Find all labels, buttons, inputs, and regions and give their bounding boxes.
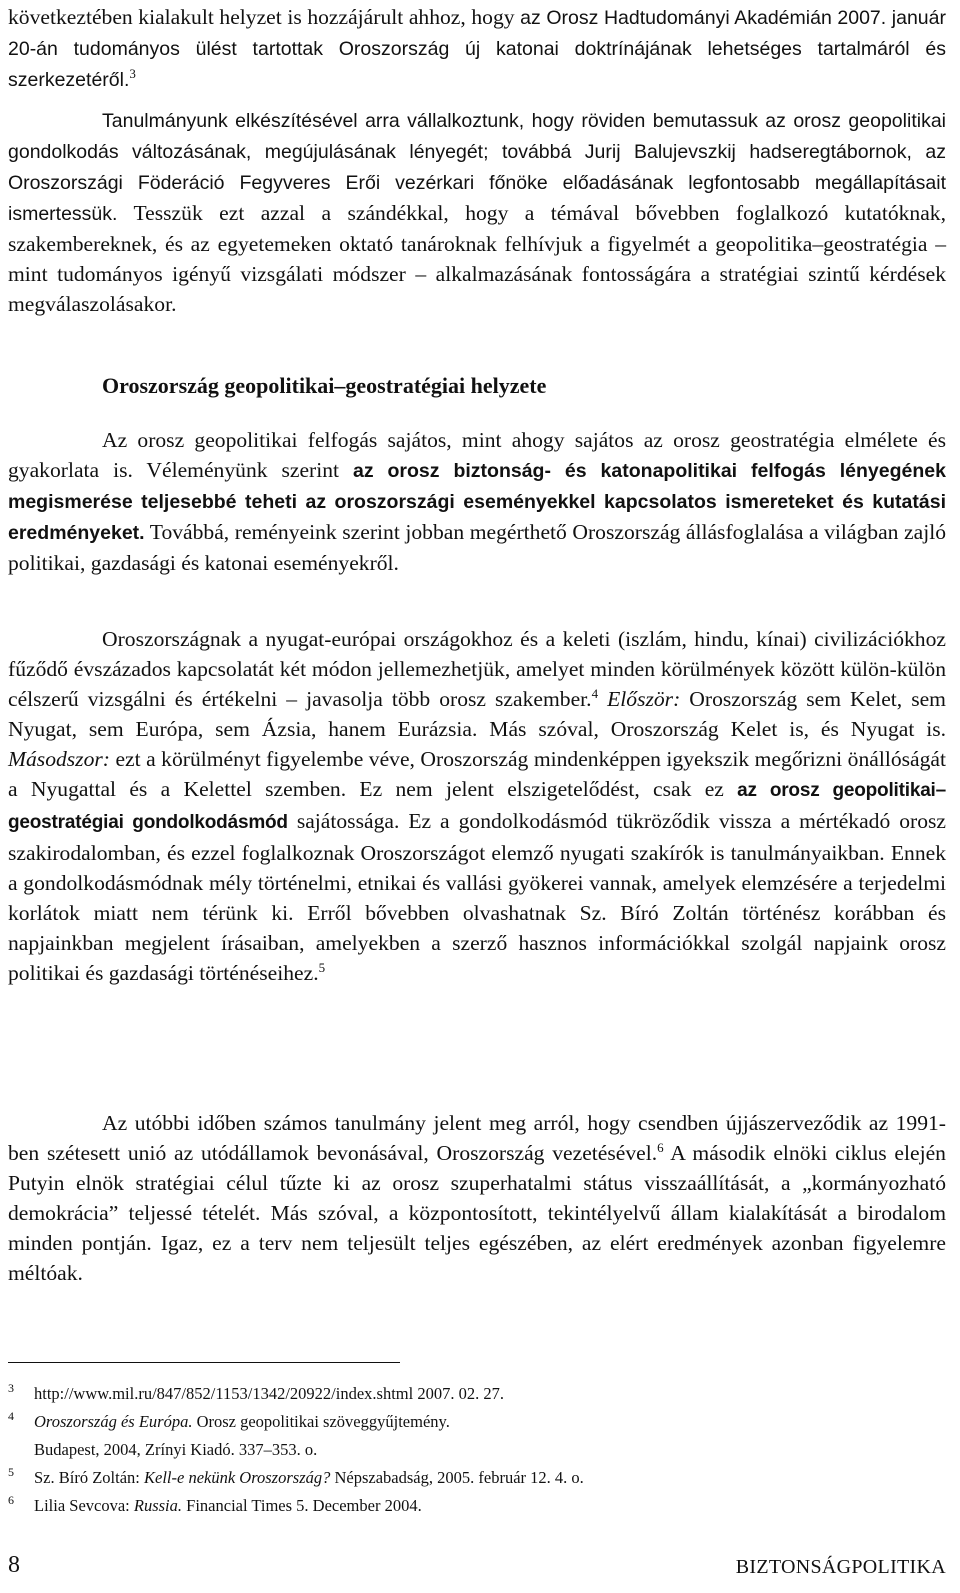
footnote-number: 6 [8,1493,14,1507]
first-label: Először: [607,687,681,711]
paragraph-intro [8,2,946,95]
footnote-title: Kell-e nekünk Oroszország? [144,1468,331,1487]
intro-text: következtében kialakult helyzet is hozzájárult ahhoz, hogy [8,5,515,29]
footnote-ref-3[interactable]: 3 [129,65,136,81]
footnote-ref-4[interactable]: 4 [591,685,599,701]
footnote-number: 3 [8,1381,14,1395]
footnote-text: Budapest, 2004, Zrínyi Kiadó. 337–353. o. [34,1440,318,1459]
page-number: 8 [8,1552,20,1578]
footnote-number: 5 [8,1465,14,1479]
footnote-rest: Financial Times 5. December 2004. [182,1496,422,1515]
paragraph-study-aim [8,105,946,319]
footnote-ref-6[interactable]: 6 [657,1139,664,1155]
section-heading: Oroszország geopolitikai–geostratégiai helyzete [102,373,547,398]
paragraph-reunification [8,1108,946,1288]
footnote-title: Russia. [133,1496,183,1515]
paragraph-russian-view [8,425,946,578]
study-aim-serif: Tesszük ezt azzal a szándékkal, hogy a témával bővebben foglalkozó kutatóknak, szakembereknek, és az egyetemeken oktató tanároknak felhívjuk a figyelmét a geopolitika–geostratégia – mint tudományos igényű vizsgálati módszer – alkalmazásának fontosságára a stratégiai szintű kérdések megválaszolásakor. [8,201,946,316]
putin-text: A második elnöki ciklus elején Putyin elnök stratégiai célul tűzte ki az orosz szuperhatalmi státus visszaállítását, a „kormányozható demokrácia” teljessé tételét. Más szóval, a központosított, tekintélyelvű állam kialakítását a birodalom minden pontján. Igaz, ez a terv nem teljesült teljes egészében, az elért eredmények azonban figyelemre méltóak. [8,1141,946,1285]
east-west-text: Oroszországnak a nyugat-európai országokhoz és a keleti (iszlám, hindu, kínai) civilizációkhoz fűződő évszázados kapcsolatát két módon jellemezhetjük, amelyet minden körülmények között külön-külön célszerű vizsgálni és értékelni – javasolja több orosz szakember. [8,627,946,711]
reunification-text: Az utóbbi időben számos tanulmány jelent meg arról, hogy csendben újjászerveződik az 1991-ben szétesett unió az utódállamok bevonásával, Oroszország vezetésével. [8,1111,946,1165]
footnote-rest: Népszabadság, 2005. február 12. 4. o. [330,1468,584,1487]
footnote-separator [8,1362,400,1363]
running-footer: BIZTONSÁGPOLITIKA [735,1556,946,1578]
second-text: ezt a körülményt figyelembe véve, Oroszország mindenképpen igyekszik megőrizni önállóságát a Nyugattal és a Kelettel szemben. Ez nem jelent elszigetelődést, csak ez [8,747,946,801]
first-text: Oroszország sem Kelet, sem Nyugat, sem Európa, sem Ázsia, hanem Eurázsia. Más szóval, Oroszország Kelet is, és Nyugat is. [8,687,946,741]
footnote-link[interactable]: http://www.mil.ru/847/852/1153/1342/20922/index.shtml 2007. 02. 27. [34,1384,504,1403]
view-continuation: Továbbá, reményeink szerint jobban megérthető Oroszország állásfoglalása a világban zajló politikai, gazdasági és katonai eseményekről. [8,520,946,575]
paragraph-east-west [8,624,946,988]
footnote-rest: Orosz geopolitikai szöveggyűjtemény. [192,1412,450,1431]
study-aim-sans: Tanulmányunk elkészítésével arra vállalkoztunk, hogy röviden bemutassuk az orosz geopolitikai gondolkodás változásának, megújulásának lényegét; továbbá Jurij Balujevszkij hadseregtábornok, az Oroszországi Föderáció Fegyveres Erői vezérkari főnöke előadásának legfontosabb megállapításait ismertessük. [8,110,946,225]
footnote-number: 4 [8,1409,14,1423]
footnote-text [34,1468,584,1488]
intro-emphasis: az Orosz Hadtudományi Akadémián 2007. január 20-án tudományos ülést tartottak Oroszország új katonai doktrínájának lehetséges tartalmáról és szerkezetéről. [8,7,946,91]
view-text: Az orosz geopolitikai felfogás sajátos, mint ahogy sajátos az orosz geostratégia elmélete és gyakorlata is. Véleményünk szerint [8,428,946,482]
footnote-title: Oroszország és Európa. [34,1412,193,1431]
thinking-emphasis: az orosz geopolitikai–geostratégiai gondolkodásmód [8,780,947,833]
footnote-author: Sz. Bíró Zoltán: [34,1468,144,1487]
footnote-author: Lilia Sevcova: [34,1496,134,1515]
footnote-ref-5[interactable]: 5 [318,959,326,975]
thinking-text: sajátossága. Ez a gondolkodásmód tükröződik vissza a mértékadó orosz szakirodalomban, és ezzel foglalkoznak Oroszországot elemző nyugati szakírók is tanulmányaikban. Ennek a gondolkodásmódnak mély történelmi, etnikai és vallási gyökerei vannak, amelyek elemzésére a terjedelmi korlátok miatt nem térünk ki. Erről bővebben olvashatnak Sz. Bíró Zoltán történész korábban és napjainkban megjelent írásaiban, amelyekben a szerző hasznos információkkal szolgál napjaink orosz politikai és gazdasági történéseihez. [8,809,947,985]
second-label: Másodszor: [8,747,110,771]
footnote-text [34,1496,422,1516]
view-emphasis: az orosz biztonság- és katonapolitikai felfogás lényegének megismerése teljesebbé teheti az oroszországi eseményekkel kapcsolatos ismereteket és kutatási eredményeket. [8,460,946,544]
footnote-text [34,1412,450,1432]
